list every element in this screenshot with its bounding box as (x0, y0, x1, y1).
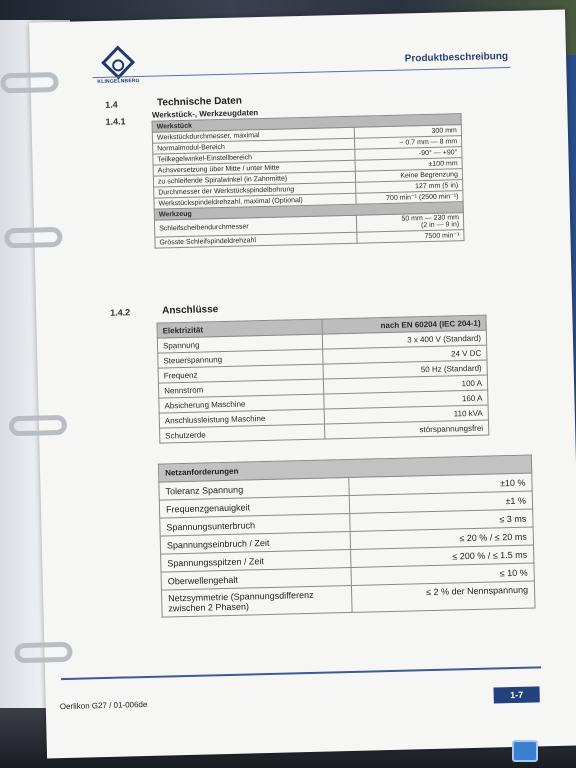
subsection-title: Anschlüsse (162, 304, 219, 317)
row-label: Frequenzgenauigkeit (159, 495, 349, 518)
row-value: ≤ 3 ms (350, 509, 533, 531)
section-number: 1.4 (104, 99, 118, 110)
row-value-line: (2 in — 9 in) (420, 221, 460, 230)
table-group-header: Werkzeug (154, 202, 463, 221)
footer-divider (61, 666, 541, 680)
row-label: Nennstrom (158, 379, 323, 398)
camera-app-icon (512, 740, 538, 762)
section-title: Technische Daten (156, 95, 243, 109)
row-value: ~ 0.7 mm — 8 mm (354, 136, 461, 150)
document-page (29, 10, 576, 759)
row-value: 160 A (324, 390, 488, 409)
row-label: Teilkegelwinkel-Einstellbereich (153, 149, 355, 165)
row-label: Werkstückdurchmesser, maximal (152, 127, 354, 143)
row-value: ±1 % (349, 491, 532, 513)
row-value: 300 mm (354, 125, 461, 139)
row-value: störspannungsfrei (324, 420, 488, 439)
electric-table (156, 315, 489, 444)
subsection-number: 1.4.2 (110, 307, 131, 318)
row-value: 100 A (323, 375, 487, 394)
row-value: ≤ 20 % / ≤ 20 ms (350, 527, 533, 549)
row-label: Spannungseinbruch / Zeit (160, 531, 350, 554)
row-value: 110 kVA (324, 405, 488, 424)
row-label: Absicherung Maschine (159, 394, 324, 413)
row-value: ≤ 10 % (351, 563, 534, 585)
subsection-number: 1.4.1 (105, 116, 126, 127)
binder-ring-icon (9, 415, 67, 436)
page-header-title: Produktbeschreibung (404, 50, 509, 65)
row-label: Schutzerde (160, 424, 325, 443)
row-value: 3 x 400 V (Standard) (322, 330, 486, 349)
row-label: Grösste Schleifspindeldrehzahl (155, 232, 357, 248)
net-requirements-table (158, 455, 536, 618)
binder-ring-icon (0, 72, 58, 93)
row-value: -90° — +90° (355, 147, 462, 161)
row-label: Durchmesser der Werkstückspindelbohrung (154, 182, 356, 198)
row-value: ≤ 200 % / ≤ 1.5 ms (351, 545, 534, 567)
row-label: Spannung (157, 334, 322, 353)
table-group-header: Netzanforderungen (158, 455, 531, 482)
page-number-badge: 1-7 (493, 686, 539, 703)
row-label: Spannungsunterbruch (160, 513, 350, 536)
row-label: Frequenz (158, 364, 323, 383)
row-label: Normalmodul-Bereich (153, 138, 355, 154)
row-label: Achsversetzung über Mitte / unter Mitte (153, 160, 355, 176)
row-value-line: 50 mm — 230 mm (401, 214, 460, 223)
row-value: Keine Begrenzung (355, 169, 462, 183)
logo-text: KLINGELNBERG (97, 77, 140, 86)
document-reference: Oerlikon G27 / 01-006de (59, 699, 148, 712)
row-label: Steuerspannung (158, 349, 323, 368)
row-label: Spannungsspitzen / Zeit (161, 549, 351, 572)
row-value: ±10 % (349, 473, 532, 495)
binder-ring-icon (4, 227, 62, 248)
workpiece-tool-table (151, 102, 464, 249)
row-label: Netzsymmetrie (Spannungsdifferenz zwischen 2 Phasen) (161, 585, 352, 617)
table-group-header: Elektrizität (157, 319, 322, 338)
header-divider (92, 67, 510, 78)
row-value: 700 min⁻¹ (2500 min⁻¹) (356, 191, 463, 205)
row-label: Schleifscheibendurchmesser (154, 215, 356, 237)
table-group-header-value: nach EN 60204 (IEC 204-1) (322, 315, 486, 334)
row-value: 24 V DC (322, 345, 486, 364)
table-group-header: Werkstück (152, 114, 461, 133)
company-logo (92, 50, 145, 89)
row-value: ±100 mm (355, 158, 462, 172)
row-label: zu schleifende Spiralwinkel (in Zahnmitte) (153, 171, 355, 187)
row-value: 50 Hz (Standard) (323, 360, 487, 379)
row-label: Toleranz Spannung (159, 477, 349, 500)
row-value: 127 mm (5 in) (355, 180, 462, 194)
row-value: ≤ 2 % der Nennspannung (351, 581, 535, 612)
table-caption: Werkstück-, Werkzeugdaten (151, 108, 259, 120)
row-label: Werkstückspindeldrehzahl, maximal (Optional) (154, 193, 356, 209)
binder-ring-icon (14, 642, 72, 663)
logo-diamond-icon (101, 46, 135, 80)
row-label: Oberwellengehalt (161, 567, 351, 590)
row-value: 7500 min⁻¹ (357, 230, 464, 244)
row-label: Anschlussleistung Maschine (159, 409, 324, 428)
